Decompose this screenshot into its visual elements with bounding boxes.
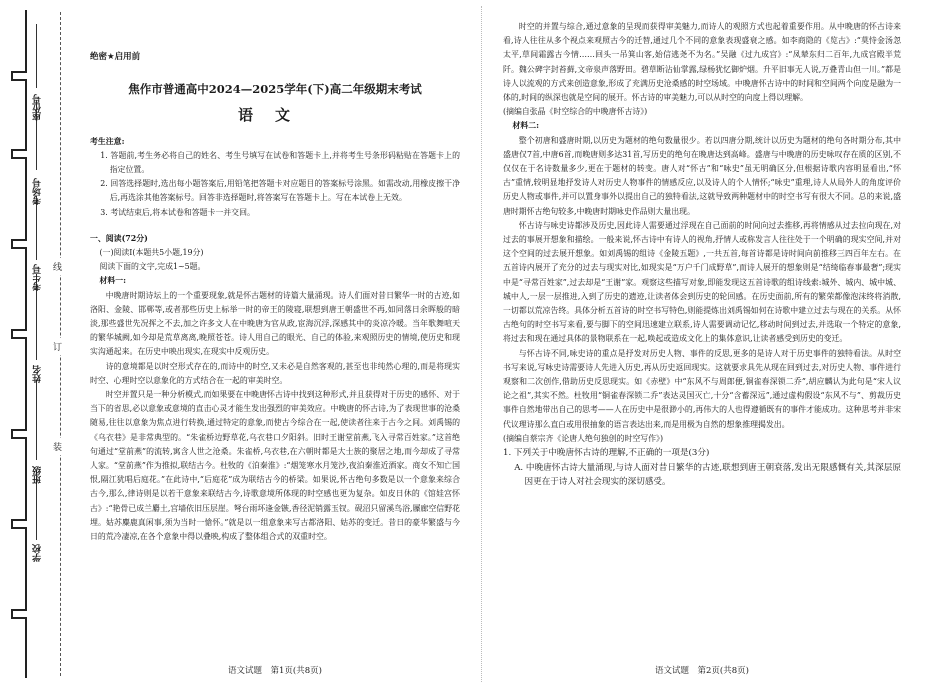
part1-title: (一)阅读Ⅰ(本题共5小题,19分) — [99, 248, 204, 258]
field-examinee-no-line — [36, 196, 37, 260]
field-seat-no-line — [36, 24, 37, 88]
material2-source: (摘编自蔡宗齐《论唐人绝句独创的时空写作》) — [503, 433, 664, 443]
binding-char-ding: 订 — [53, 338, 62, 355]
notice-title: 考生注意: — [90, 136, 125, 146]
field-name-label: 姓名 — [33, 365, 43, 383]
secret-mark: 绝密★启用前 — [90, 52, 141, 62]
field-class-line — [36, 380, 37, 460]
instruction: 阅读下面的文字,完成1~5题。 — [99, 262, 206, 272]
notice-item-3: 3. 考试结束后,将本试卷和答题卡一并交回。 — [100, 207, 255, 217]
material2-paragraph-1: 整个初唐和盛唐时期,以历史为题材的绝句数量很少。若以四唐分期,统计以历史为题材的绝句各时期分布,其中盛唐仅7首,中唐6首,而晚唐则多达31首,写历史的绝句在晚唐达到高峰。盛唐与中晚唐的历史咏叹存在质的区别,不仅仅在于名诗数量多少,更在于题材的转变。唐人对“怀古”和“咏史”虽无明确区分,但根据诗歌内容明显看出,“怀古”重情,较明显地抒发诗人对历史人物事件的情感反应,以及诗人的个人情怀;“咏史”重理,诗人从局外人的角度评价历史人物或事件,并可以置身事外以提出自己的独特看法,这就导致两种题材中的时空书写有很大不同。总的来说,盛唐时期怀古绝句较多,中晚唐时期咏史作品则大量出现。 — [503, 135, 901, 216]
field-examinee-no-label: 考生号 — [33, 264, 43, 291]
field-room-no-label: 考场号 — [33, 178, 43, 205]
material1-paragraph-1: 中晚唐时期诗坛上的一个重要现象,就是怀古题材的诗篇大量涌现。诗人们面对昔日繁华一时的古迹,如洛阳、金陵、邯郸等,或者那些历史上标举一时的帝王的陵寝,联想到唐王朝盛世不再,如同落日余晖般的暗淡,那些盛世先况挥之不去,加之许多文人在中晚唐为官从政,宦海沉浮,深感其中的炎凉冷暖。当年歌舞喧天的繁华城阙,如今却是荒草离离,晚照苍苍。诗人用自己的眼光、自己的体验,来观照历史的情境,使历史和现实沟通起来。在历史中映出现实,在现实中反观历史。 — [90, 290, 460, 357]
field-school-label: 学校 — [33, 544, 43, 562]
right-page — [503, 20, 901, 490]
material1-source: (摘编自张晶《时空综合的中晚唐怀古诗》) — [503, 107, 648, 117]
field-seat-no-label: 座位号 — [33, 94, 43, 121]
page-fold — [481, 6, 483, 682]
material2-title: 材料二: — [512, 121, 540, 131]
material1-paragraph-3: 时空并置只是一种分析模式,而如果要在中晚唐怀古诗中找到这种形式,并且获得对于历史的感怀、对于当下的省思,必以意象或意境的直击心灵才能生发出强烈的审美效应。中晚唐的怀古诗,为了表现世事的沧桑随易,往往以意象为焦点进行转换,通过特定的意象,而使古今综合在一起,使读者往来于古今之间。刘禹锡的《乌衣巷》是非常典型的。“朱雀桥边野草花,乌衣巷口夕阳斜。旧时王谢堂前燕,飞入寻常百姓家。”这首绝句通过“堂前燕”的流转,寓含人世之沧桑。朱雀桥,乌衣巷,在六朝时都是大士族的聚居之地,而今却成了寻常人家。“堂前燕”作为推拟,联结古今。杜牧的《泊秦淮》:“烟笼寒水月笼沙,夜泊秦淮近酒家。商女不知亡国恨,隔江犹唱后庭花。”在此诗中,“后庭花”成为联结古今的桥梁。如果说,怀古绝句多数是以一个意象来综合古今,那么,律诗则是以若干意象来联结古今,诗歌意境所体现的时空感也更为复杂。如皮日休的《馆娃宫怀古》:“艳骨已成兰麝土,宫墙依旧压层崖。弩台雨坏逢金镞,香径泥销露玉钗。砚沼只留溪鸟浴,屧廊空信野花埋。姑苏麋鹿真闲事,须为当时一愴怀。”就是以一组意象来写古都洛阳、姑苏的变迁。昔日的豪华繁盛与今日的荒冷凄凉,在各个意象中得以叠映,构成了整体组合式的双重时空。 — [90, 390, 460, 542]
material1-paragraph-2: 诗的意境都是以时空形式存在的,而诗中的时空,又未必是自然客观的,甚至也非纯然心理的,而是将现实时空、心理时空以意象化的方式结合在一起的审美时空。 — [90, 361, 460, 385]
left-page-footer: 语文试题 第1页(共8页) — [228, 666, 322, 676]
notice-item-2: 2. 回答选择题时,选出每小题答案后,用铅笔把答题卡对应题目的答案标号涂黑。如需改动,用橡皮擦干净后,再选涂其他答案标号。回答非选择题时,将答案写在答题卡上。写在本试卷上无效。 — [100, 179, 460, 203]
material2-paragraph-2: 怀古诗与咏史诗都涉及历史,因此诗人需要通过浮现在自己面前的时间向过去推移,再将情感从过去拉向现在,对过去的事展开想象和描绘。一般来说,怀古诗中有诗人的视角,抒情人或称发言人往往处于一个明确的现实空间,并对这个空间的过去展开想象。如刘禹锡的组诗《金陵五题》,一共五首,每首诗都是诗时间向前推移三四百年左右。在五首诗内展开了充分的过去与现实对比,如现实是“万户千门成野草”,而诗人展开的想象则是“结绮临春事最奢”;现实中是“寻常百姓家”,过去却是“王谢”家。观察这些描写对象,即能发现这五首诗歌的组诗线索:城外、城内、城中城、城中人,一层一层推进,入到了历史的遗迹,让读者体会到历史的轮回感。在历史面前,所有的繁荣都像泡沫终将消散,一切都以荒凉告终。具体分析五首诗的时空书写特色,则能提炼出刘禹锡如何在诗歌中建立过去与现在的关系。从怀古绝句的时空书写来看,要与脚下的空间迅速建立联系,诗人需要调动记忆,移动时间到过去,并选取一个特定的意象,将过去和现在通过具体的景物联系在一起,唤起或造成文化上的集体意识,让读者感受到历史的变迁。 — [503, 220, 901, 344]
material2-paragraph-3: 与怀古诗不同,咏史诗的重点是抒发对历史人物、事件的反思,更多的是诗人对于历史事件的独特看法。从时空书写来说,写咏史诗需要诗人先进入历史,再从历史返回现实。这就要求具先从现在回到过去,对历史人物、事件进行观察和二次创作,借助历史反思现实。如《赤壁》中“东风不与周郎便,铜雀春深锁二乔”,胡应麟认为此句是“宋人议论之祖”,其实不然。杜牧用“铜雀春深锁二乔”表达灵国灭亡,十分“含蓄深远”,通过虚构假设“东风不与”、剪裁历史事件自然地带出自己的思考——人在历史中是很渺小的,再伟大的人也得遵循既有的事件才能成功。这种思考并非宋代议理诗那么直白或用很抽象的语言表达出来,而是用极为自然的想象推理揭发出。 — [503, 348, 901, 429]
binding-char-xian: 线 — [53, 258, 62, 275]
field-class-label: 班级 — [33, 466, 43, 484]
question-1-option-a: A. 中晚唐怀古诗大量涌现,与诗人面对昔日繁华的古迹,联想到唐王朝衰落,发出无限感慨有关,其深层原因更在于诗人对社会现实的深切感受。 — [514, 462, 901, 488]
material1-paragraph-4: 时空的并置与综合,通过意象的呈现而获得审美魅力,而诗人的观照方式也起着重要作用。从中晚唐的怀古诗来看,诗人往往从多个视点来观照古今的迁替,通过几个不同的意象表现盛衰之感。如李商隐的《览古》:“莫恃金汤忽太平,草间霜露古今情……回头一吊箕山客,始信逃尧不为名。”吴融《过九成宫》:“凤辇东归二百年,九成宫殿半荒阡。魏公碑字封苔藓,文帝泉声落野田。碧草断沾仙掌露,绿杨犹忆御炉烟。升平旧事无人说,万叠青山但一川。”都是诗人以流观的方式来创造意象,形成了充满历史沧桑感的时空场域。中晚唐怀古诗中的时间和空间两个向度是融为一体的,时间的纵深也就是空间的展开。怀古诗的审美魅力,可以从时空的向度上得以理解。 — [503, 22, 901, 103]
question-1-stem: 1. 下列关于中晚唐怀古诗的理解,不正确的一项是(3分) — [503, 448, 710, 459]
binding-char-zhuang: 装 — [53, 438, 62, 455]
left-page — [90, 50, 460, 544]
subject-title: 语文 — [237, 106, 312, 125]
material1-title: 材料一: — [99, 276, 127, 286]
exam-title: 焦作市普通高中2024—2025学年(下)高二年级期末考试 — [128, 82, 422, 97]
section-title: 一、阅读(72分) — [90, 233, 148, 243]
right-page-footer: 语文试题 第2页(共8页) — [655, 666, 749, 676]
field-name-line — [36, 280, 37, 360]
notice-item-1: 1. 答题前,考生务必将自己的姓名、考生号填写在试卷和答题卡上,并将考生号条形码粘贴在答题卡上的指定位置。 — [100, 150, 460, 175]
